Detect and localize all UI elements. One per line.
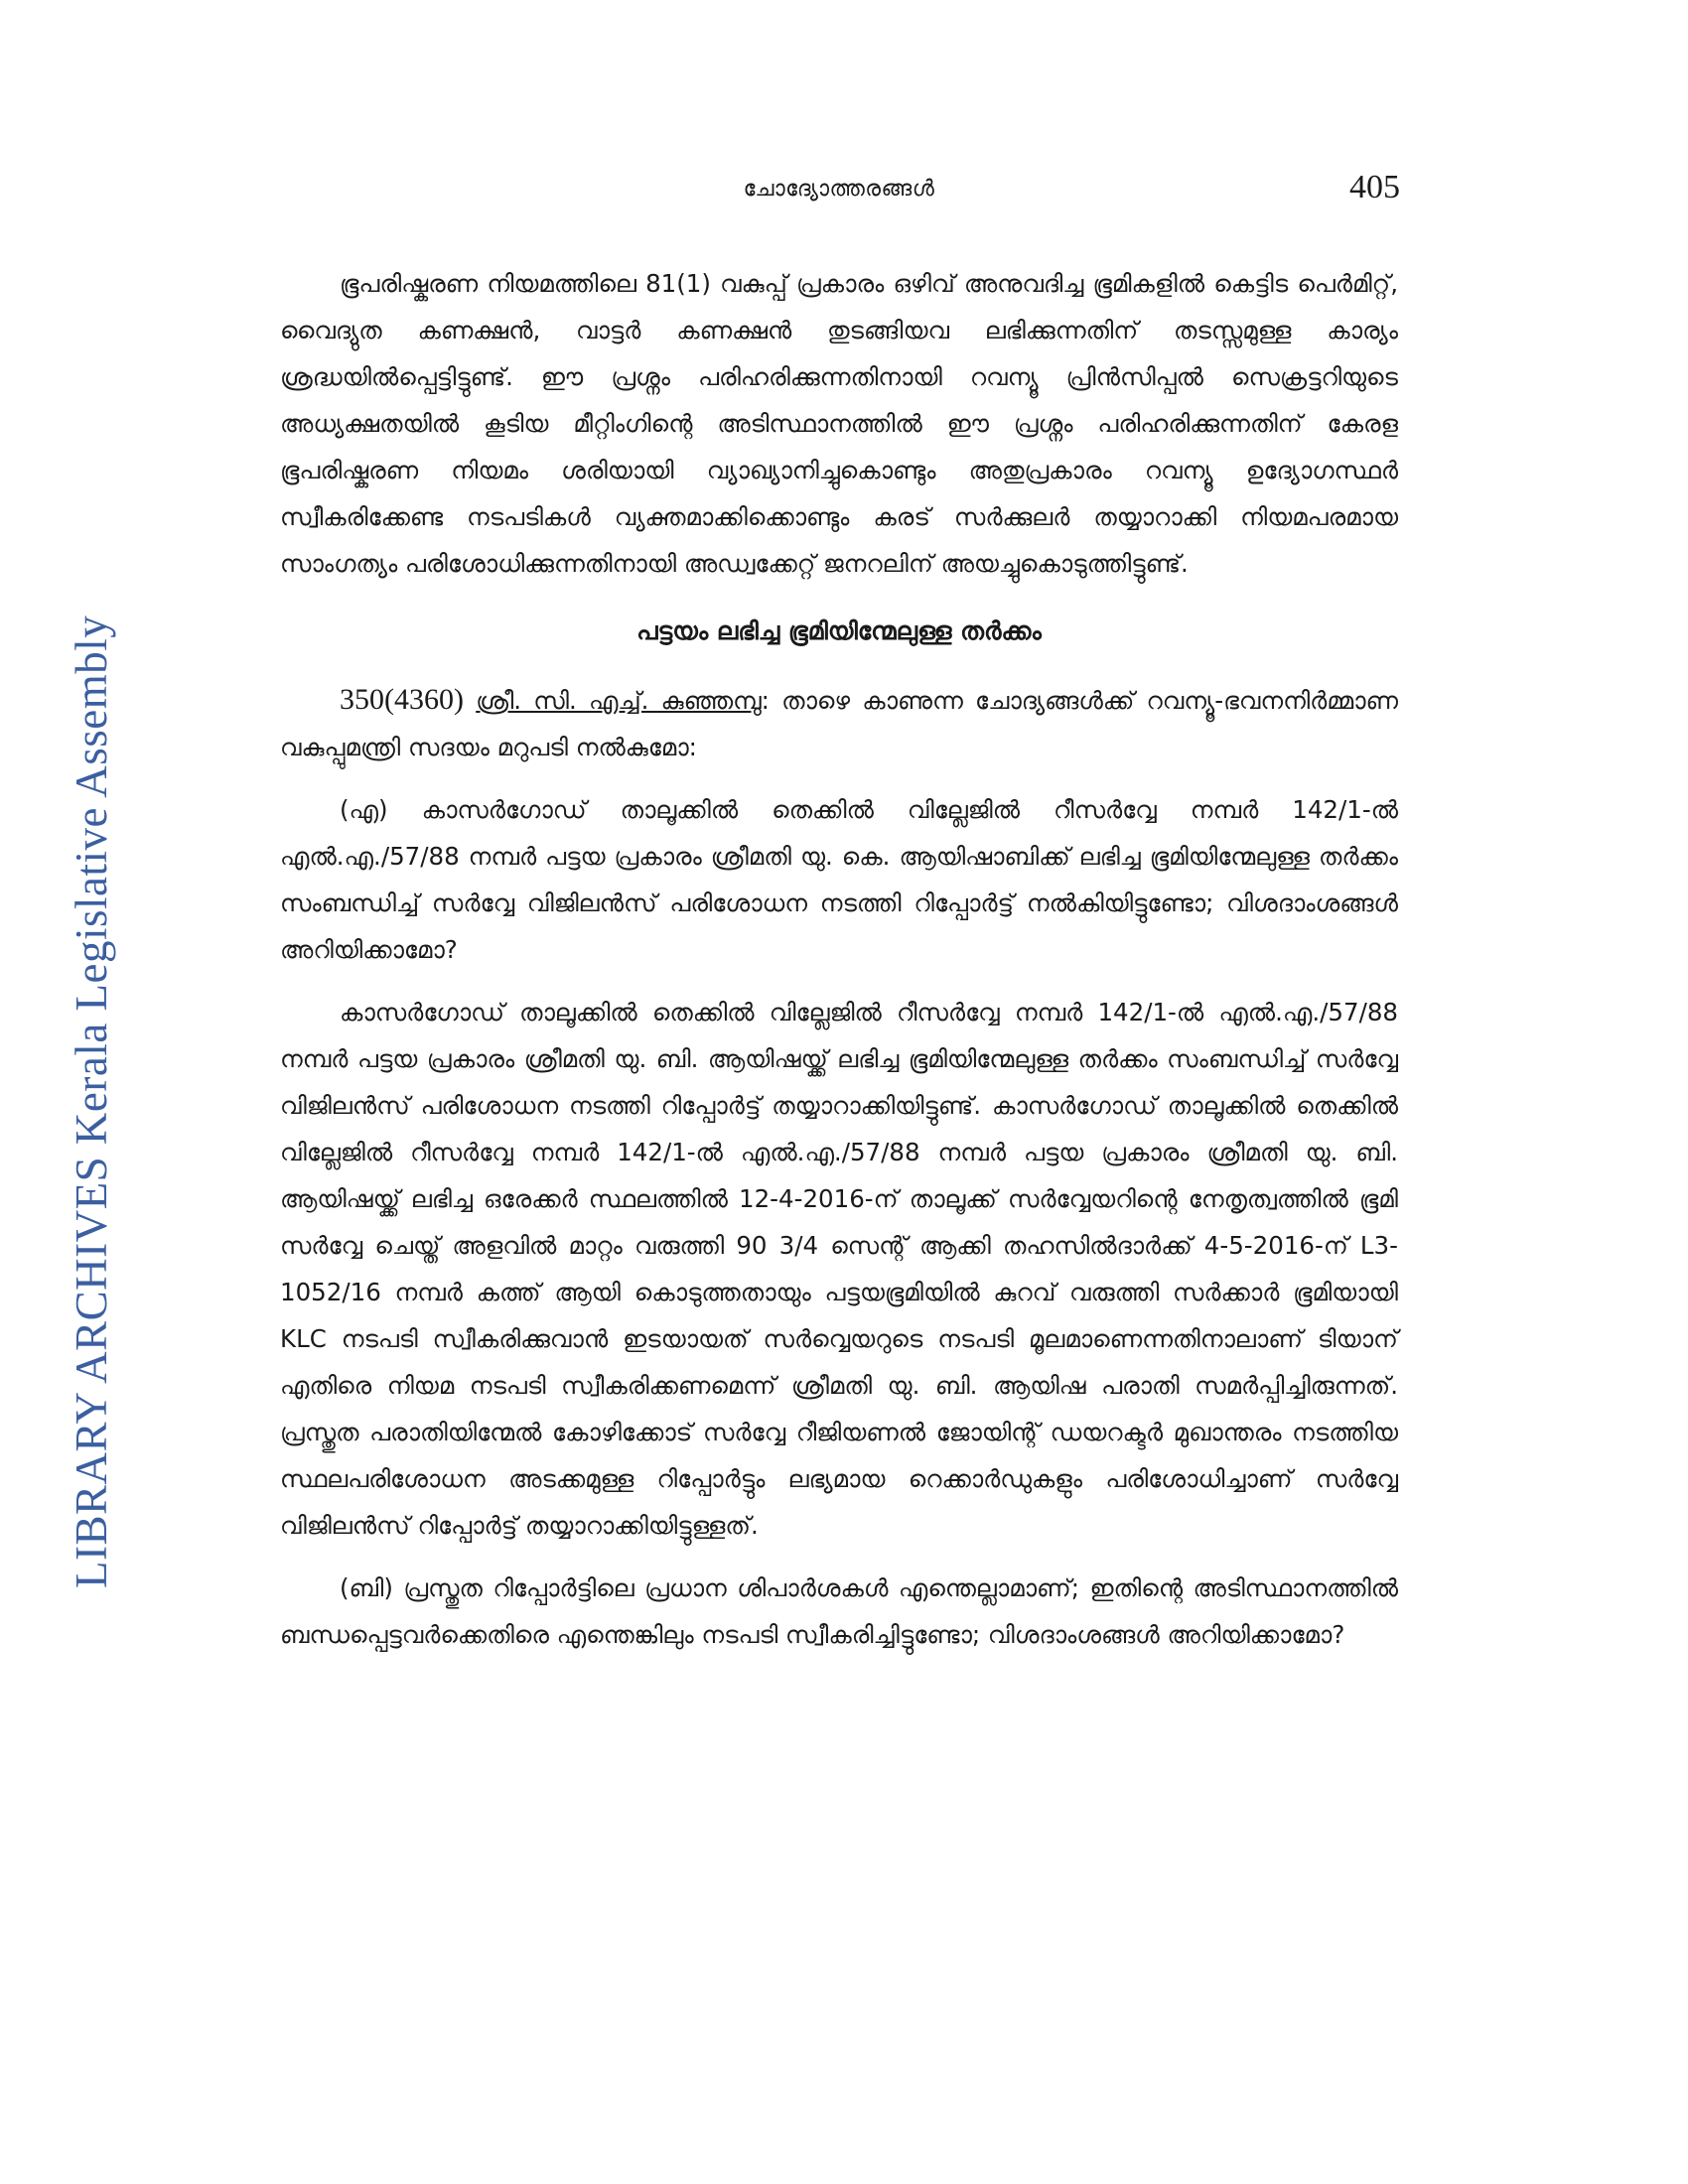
question-b: (ബി) പ്രസ്തുത റിപ്പോർട്ടിലെ പ്രധാന ശിപാർശകൾ എന്തെല്ലാമാണ്; ഇതിന്റെ അടിസ്ഥാനത്തിൽ ബന്ധപ്പെട്ടവർക്കെതിരെ എന്തെങ്കിലും നടപടി സ്വീകരിച്ചിട്ടുണ്ടോ; വിശദാംശങ്ങൾ അറിയിക്കാമോ?	[280, 1573, 1398, 1649]
header-title: ചോദ്യോത്തരങ്ങൾ	[743, 177, 935, 202]
answer-a: കാസർഗോഡ് താലൂക്കിൽ തെക്കിൽ വില്ലേജിൽ റീസർവ്വേ നമ്പർ 142/1-ൽ എൽ.എ./57/88 നമ്പർ പട്ടയ പ്രകാരം ശ്രീമതി യു. ബി. ആയിഷയ്ക്ക് ലഭിച്ച ഭൂമിയിന്മേലുള്ള തർക്കം സംബന്ധിച്ച് സർവ്വേ വിജിലൻസ് പരിശോധന നടത്തി റിപ്പോർട്ട് തയ്യാറാക്കിയിട്ടുണ്ട്. കാസർഗോഡ് താലൂക്കിൽ തെക്കിൽ വില്ലേജിൽ റീസർവ്വേ നമ്പർ 142/1-ൽ എൽ.എ./57/88 നമ്പർ പട്ടയ പ്രകാരം ശ്രീമതി യു. ബി. ആയിഷയ്ക്ക് ലഭിച്ച ഒരേക്കർ സ്ഥലത്തിൽ 12-4-2016-ന് താലൂക്ക് സർവ്വേയറിന്റെ നേതൃത്വത്തിൽ ഭൂമി സർവ്വേ ചെയ്ത് അളവിൽ മാറ്റം വരുത്തി 90 3/4 സെന്റ് ആക്കി തഹസിൽദാർക്ക് 4-5-2016-ന് L3-1052/16 നമ്പർ കത്ത് ആയി കൊടുത്തതായും പട്ടയഭൂമിയിൽ കുറവ് വരുത്തി സർക്കാർ ഭൂമിയായി KLC നടപടി സ്വീകരിക്കുവാൻ ഇടയായത് സർവ്വെയറുടെ നടപടി മൂലമാണെന്നതിനാലാണ് ടിയാന് എതിരെ നിയമ നടപടി സ്വീകരിക്കണമെന്ന് ശ്രീമതി യു. ബി. ആയിഷ പരാതി സമർപ്പിച്ചിരുന്നത്. പ്രസ്തുത പരാതിയിന്മേൽ കോഴിക്കോട് സർവ്വേ റീജിയണൽ ജോയിന്റ് ഡയറക്ടർ മുഖാന്തരം നടത്തിയ സ്ഥലപരിശോധന അടക്കമുള്ള റിപ്പോർട്ടും ലഭ്യമായ റെക്കാർഡുകളും പരിശോധിച്ചാണ് സർവ്വേ വിജിലൻസ് റിപ്പോർട്ട് തയ്യാറാക്കിയിട്ടുള്ളത്.	[280, 998, 1398, 1540]
running-header	[278, 169, 1400, 218]
question-intro-paragraph	[280, 676, 1398, 770]
member-name: ശ്രീ. സി. എച്ച്. കുഞ്ഞമ്പു	[476, 686, 762, 715]
page-number: 405	[1349, 169, 1400, 205]
document-body	[280, 260, 1398, 1658]
question-intro-text: : താഴെ കാണുന്ന ചോദ്യങ്ങൾക്ക് റവന്യൂ-ഭവനനിർമ്മാണ വകുപ്പുമന്ത്രി സദയം മറുപടി നൽകുമോ:	[280, 686, 1398, 761]
question-number: 350(4360)	[340, 683, 464, 716]
archive-watermark: LIBRARY ARCHIVES Kerala Legislative Assembly	[67, 614, 116, 1588]
answer-continuation-paragraph: ഭൂപരിഷ്കരണ നിയമത്തിലെ 81(1) വകുപ്പ് പ്രകാരം ഒഴിവ് അനുവദിച്ച ഭൂമികളിൽ കെട്ടിട പെർമിറ്റ്, വൈദ്യുത കണക്ഷൻ, വാട്ടർ കണക്ഷൻ തുടങ്ങിയവ ലഭിക്കുന്നതിന് തടസ്സമുള്ള കാര്യം ശ്രദ്ധയിൽപ്പെട്ടിട്ടുണ്ട്. ഈ പ്രശ്നം പരിഹരിക്കുന്നതിനായി റവന്യൂ പ്രിൻസിപ്പൽ സെക്രട്ടറിയുടെ അധ്യക്ഷതയിൽ കൂടിയ മീറ്റിംഗിന്റെ അടിസ്ഥാനത്തിൽ ഈ പ്രശ്നം പരിഹരിക്കുന്നതിന് കേരള ഭൂപരിഷ്കരണ നിയമം ശരിയായി വ്യാഖ്യാനിച്ചുകൊണ്ടും അതുപ്രകാരം റവന്യൂ ഉദ്യോഗസ്ഥർ സ്വീകരിക്കേണ്ട നടപടികൾ വ്യക്തമാക്കിക്കൊണ്ടും കരട് സർക്കുലർ തയ്യാറാക്കി നിയമപരമായ സാംഗത്യം പരിശോധിക്കുന്നതിനായി അഡ്വക്കേറ്റ് ജനറലിന് അയച്ചുകൊടുത്തിട്ടുണ്ട്.	[280, 269, 1398, 578]
question-a: (എ) കാസർഗോഡ് താലൂക്കിൽ തെക്കിൽ വില്ലേജിൽ റീസർവ്വേ നമ്പർ 142/1-ൽ എൽ.എ./57/88 നമ്പർ പട്ടയ പ്രകാരം ശ്രീമതി യു. കെ. ആയിഷാബിക്ക് ലഭിച്ച ഭൂമിയിന്മേലുള്ള തർക്കം സംബന്ധിച്ച് സർവ്വേ വിജിലൻസ് പരിശോധന നടത്തി റിപ്പോർട്ട് നൽകിയിട്ടുണ്ടോ; വിശദാംശങ്ങൾ അറിയിക്കാമോ?	[280, 795, 1398, 964]
question-heading: പട്ടയം ലഭിച്ച ഭൂമിയിന്മേലുള്ള തർക്കം	[636, 616, 1042, 645]
